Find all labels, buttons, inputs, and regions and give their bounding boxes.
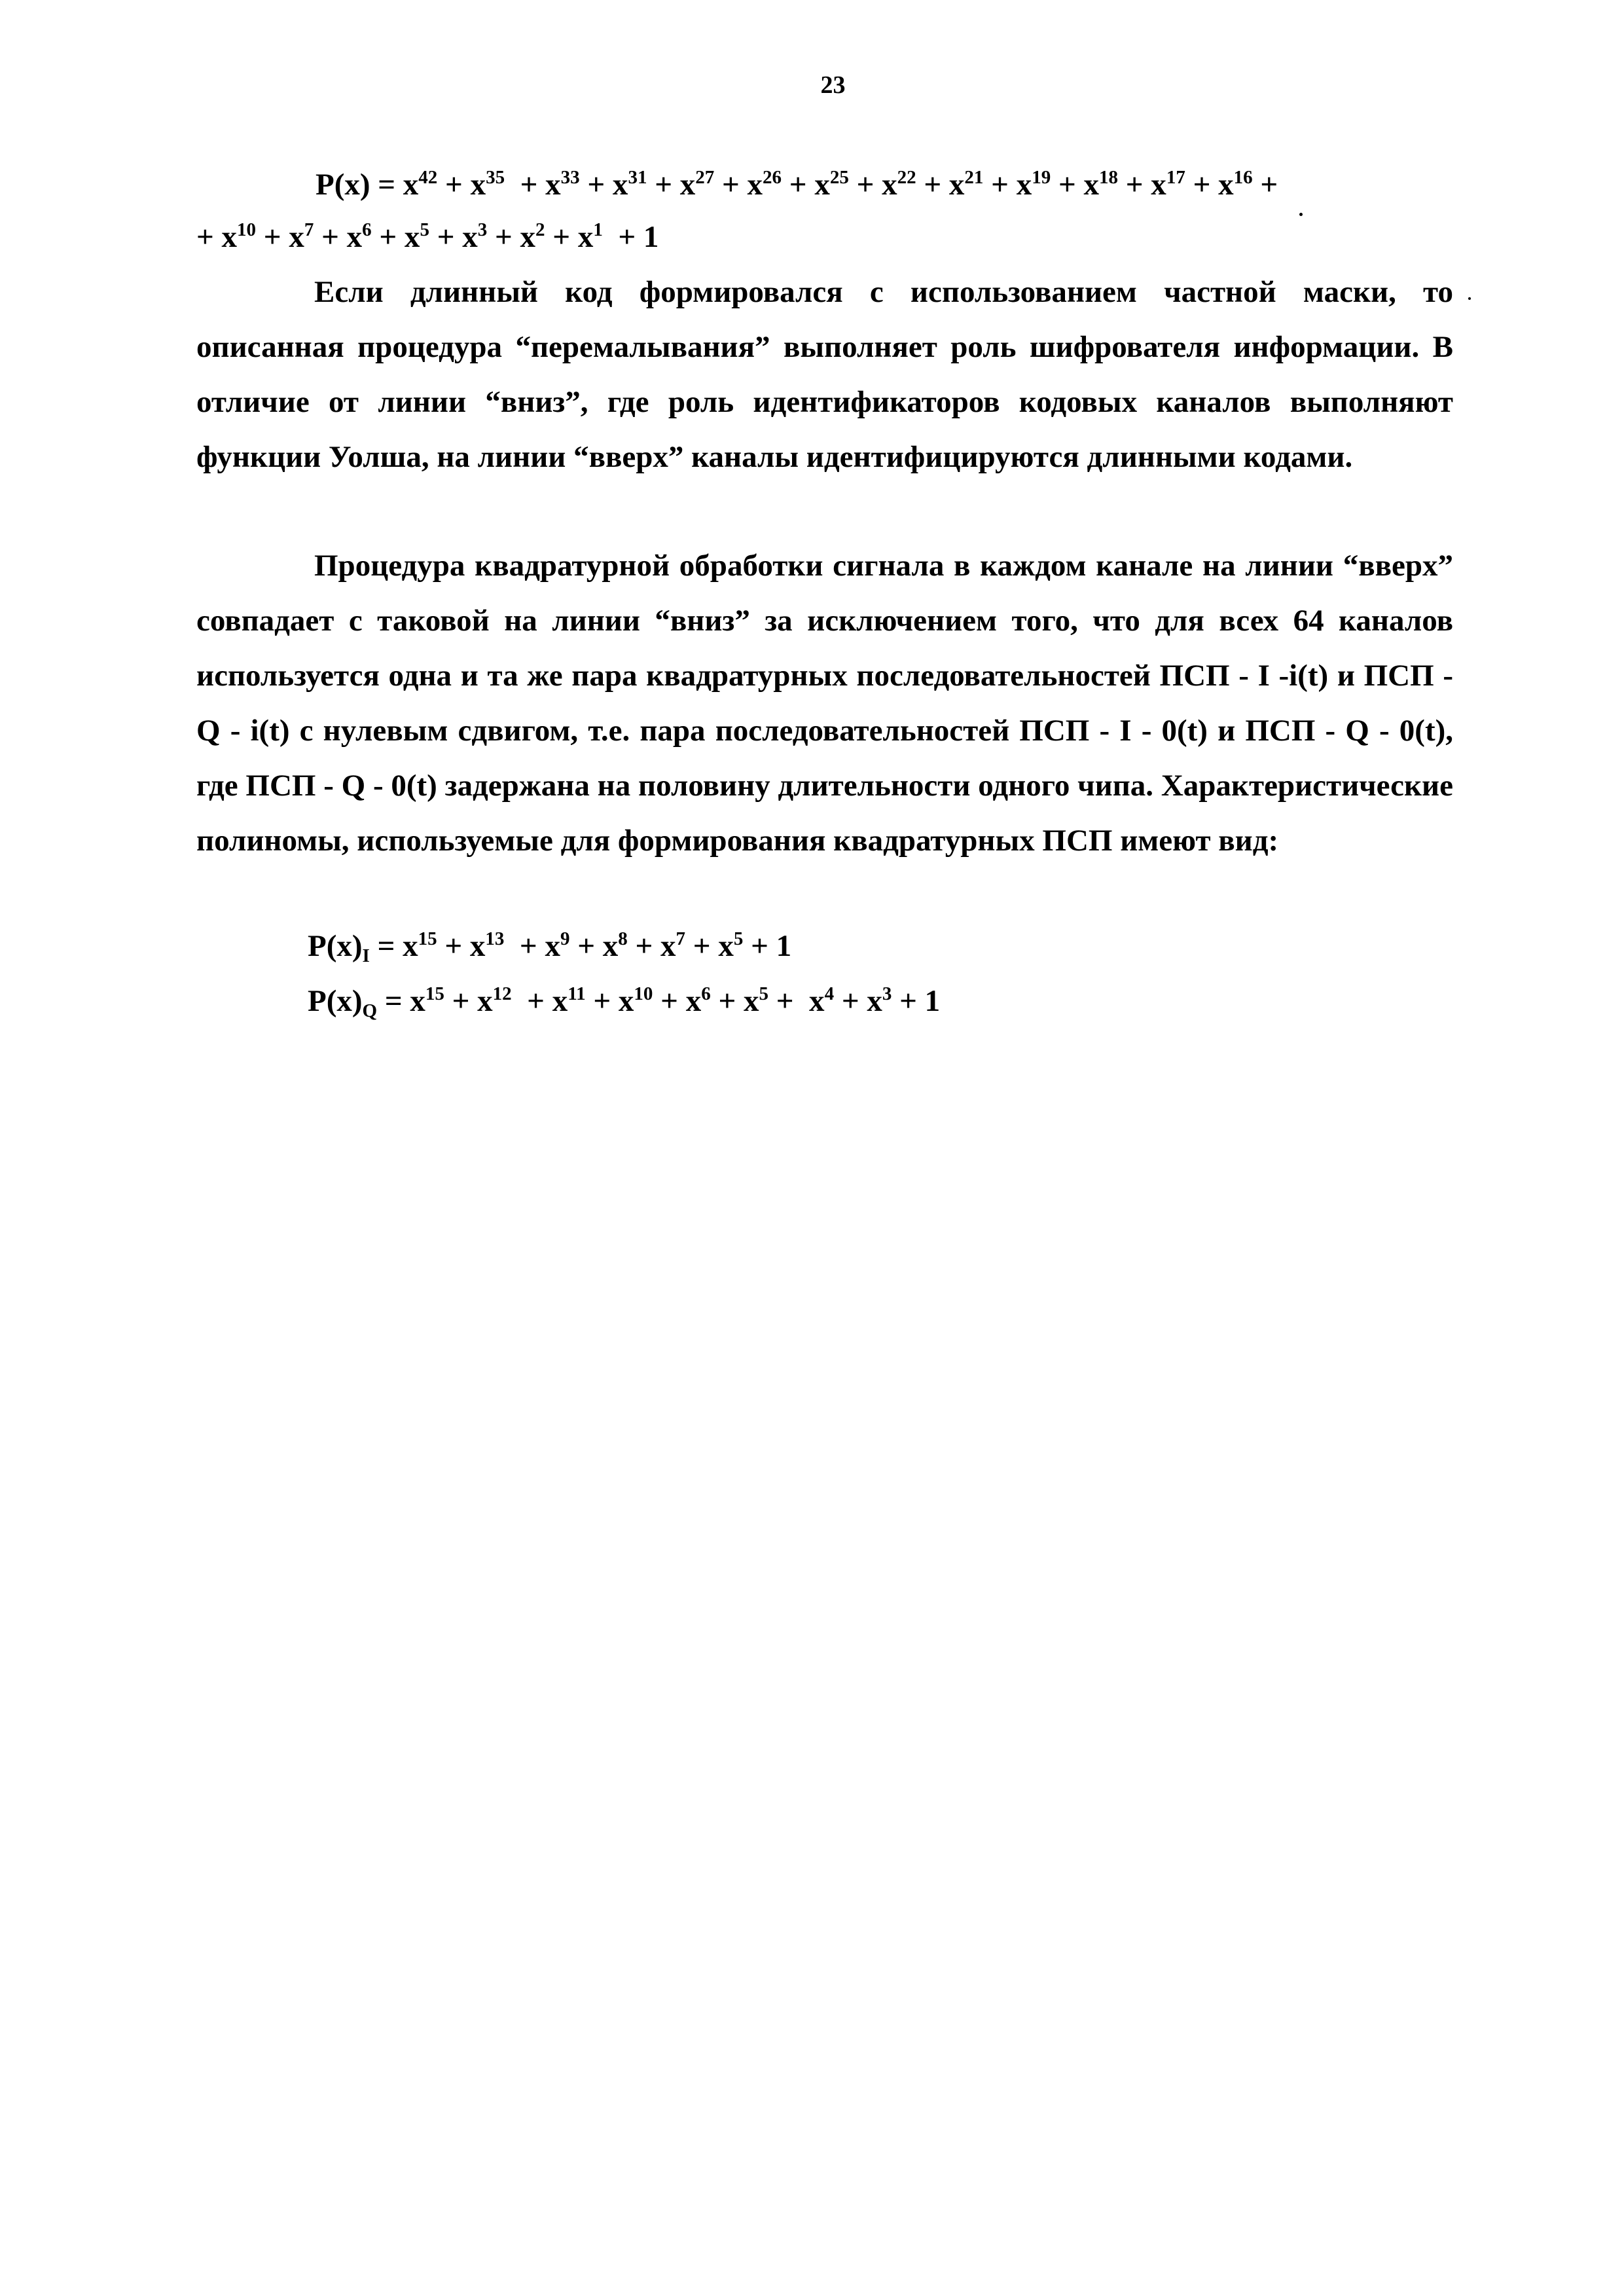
formula-subscript: I [362,945,370,966]
formula-exponent: 22 [897,167,916,188]
formula-text: = x [369,929,418,963]
formula-p-line-2 [196,219,659,255]
formula-exponent: 2 [535,219,545,240]
formula-exponent: 21 [964,167,984,188]
formula-exponent: 16 [1233,167,1253,188]
formula-text: + x [256,220,304,254]
formula-exponent: 10 [634,983,653,1004]
formula-text: + 1 [743,929,792,963]
formula-exponent: 5 [733,928,744,949]
formula-exponent: 33 [560,167,580,188]
formula-text: + x [569,929,619,963]
formula-text: + x [685,929,734,963]
formula-text: + x [371,220,420,254]
formula-exponent: 7 [304,219,314,240]
formula-exponent: 15 [425,983,444,1004]
formula-exponent: 27 [695,167,715,188]
formula-text: + x [1051,168,1100,202]
formula-exponent: 1 [593,219,603,240]
formula-text: + x [848,168,897,202]
formula-exponent: 11 [568,983,586,1004]
formula-text: = x [377,984,425,1018]
formula-text: + x [579,168,628,202]
formula-exponent: 42 [418,167,438,188]
formula-exponent: 4 [824,983,835,1004]
formula-exponent: 17 [1166,167,1185,188]
formula-text: + x [653,984,702,1018]
formula-exponent: 12 [492,983,512,1004]
formula-text: + x [782,168,830,202]
formula-text: + x [487,220,536,254]
formula-text: + x [983,168,1032,202]
formula-text: + x [1118,168,1166,202]
formula-text: + x [511,984,568,1018]
formula-exponent: 25 [829,167,849,188]
formula-subscript: Q [362,1000,378,1021]
formula-text: P(x) [308,929,363,963]
formula-text: + x [916,168,965,202]
formula-text: + x [768,984,825,1018]
formula-text: + x [627,929,676,963]
formula-text: + x [834,984,882,1018]
formula-exponent: 6 [362,219,372,240]
paragraph-long-code: Если длинный код формировался с использованием частной маски, то описанная процедура “перемалывания” выполняет роль шифрователя информации. В отличие от линии “вниз”, где роль идентификаторов кодовых каналов выполняют функции Уолша, на линии “вверх” каналы идентифицируются длинными кодами. [196,275,1453,474]
formula-exponent: 10 [237,219,257,240]
formula-p-line-1 [316,167,1278,202]
page-number: 23 [820,71,846,99]
formula-text: + x [437,168,486,202]
formula-text: + x [504,929,560,963]
formula-exponent: 13 [485,928,505,949]
formula-text: P(x) = x [316,168,419,202]
formula-text: + [1252,168,1278,202]
scan-speck [1468,297,1471,300]
formula-text: + x [545,220,594,254]
formula-exponent: 19 [1032,167,1051,188]
formula-polynomial-q [308,983,940,1019]
formula-exponent: 6 [701,983,711,1004]
formula-polynomial-i [308,928,791,964]
formula-text: + x [1185,168,1234,202]
formula-text: + x [444,984,493,1018]
scan-speck [1299,213,1303,216]
formula-text: + x [585,984,634,1018]
formula-text: + x [314,220,363,254]
formula-text: + x [710,984,759,1018]
formula-text: + x [647,168,696,202]
formula-exponent: 18 [1099,167,1119,188]
formula-text: P(x) [308,984,363,1018]
formula-text: + x [429,220,478,254]
formula-exponent: 26 [763,167,782,188]
formula-text: + x [505,168,561,202]
formula-exponent: 35 [486,167,505,188]
formula-exponent: 5 [759,983,769,1004]
formula-exponent: 15 [418,928,437,949]
formula-text: + 1 [602,220,659,254]
formula-exponent: 8 [618,928,628,949]
formula-exponent: 3 [882,983,892,1004]
formula-exponent: 31 [628,167,647,188]
formula-exponent: 9 [560,928,570,949]
formula-exponent: 7 [676,928,686,949]
formula-text: + x [714,168,763,202]
paragraph-quadrature-processing: Процедура квадратурной обработки сигнала в каждом канале на линии “вверх” совпадает с таковой на линии “вниз” за исключением того, что для всех 64 каналов используется одна и та же пара квадратурных последовательностей ПСП - I -i(t) и ПСП - Q - i(t) с нулевым сдвигом, т.е. пара последовательностей ПСП - I - 0(t) и ПСП - Q - 0(t), где ПСП - Q - 0(t) задержана на половину длительности одного чипа. Характеристические полиномы, используемые для формирования квадратурных ПСП имеют вид: [196,549,1453,858]
formula-text: + 1 [892,984,941,1018]
formula-exponent: 3 [477,219,488,240]
formula-text: + x [196,220,238,254]
formula-exponent: 5 [420,219,429,240]
formula-text: + x [437,929,486,963]
